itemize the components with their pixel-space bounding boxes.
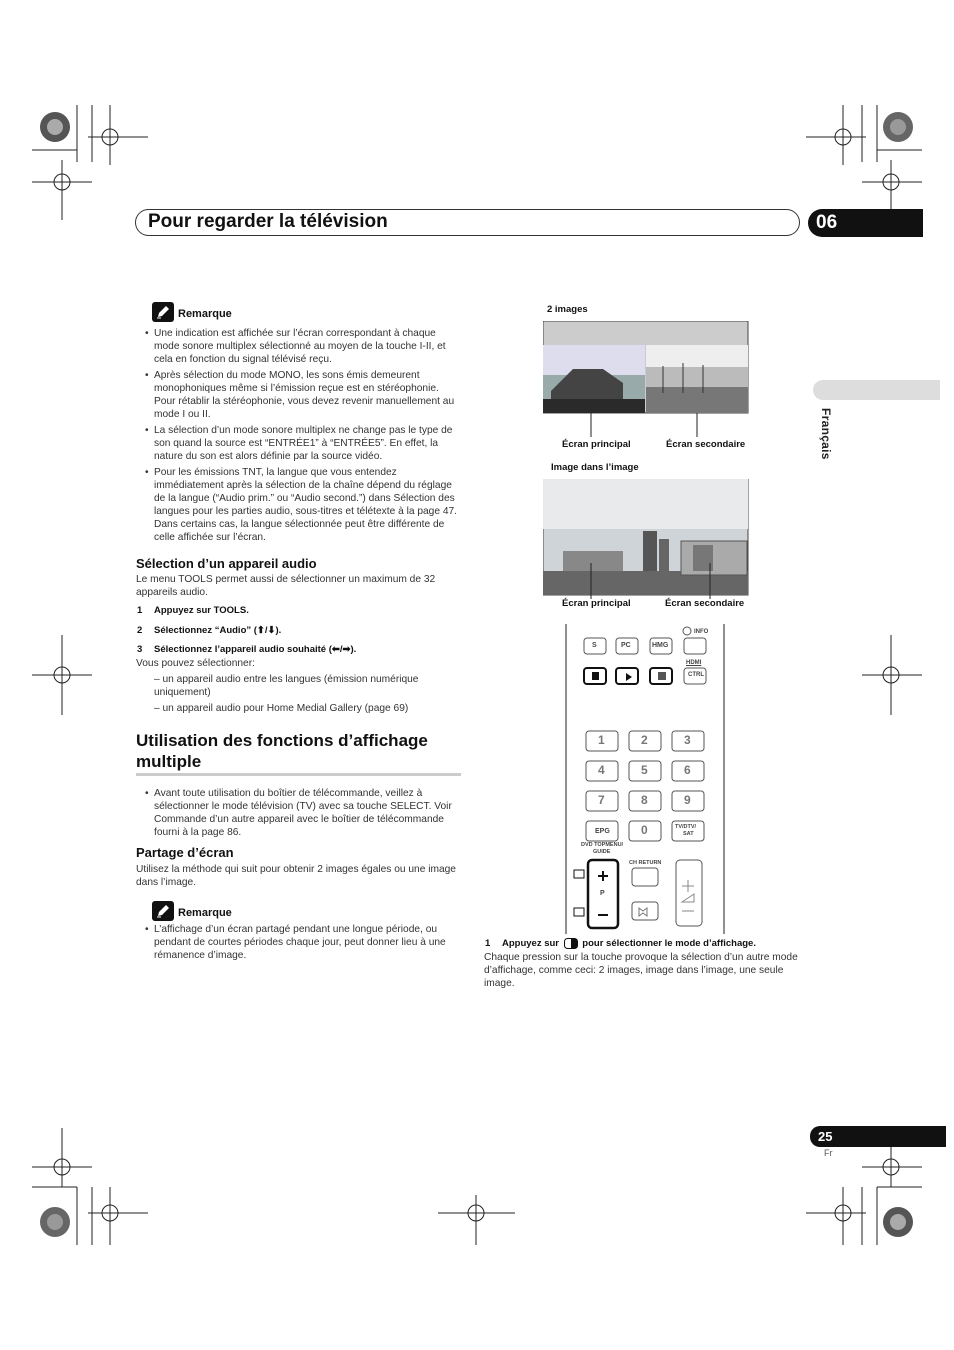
- figure-title: 2 images: [547, 304, 588, 315]
- option-item: – un appareil audio pour Home Medial Gallery (page 69): [154, 703, 409, 714]
- list-item: • Une indication est affichée sur l’écran correspondant à chaque mode sonore multiplex sélectionné au moyen de la touche I-II, et cela en fonction du signal télévisé reçu.: [137, 327, 461, 366]
- remote-tvdtv: TV/DTV/: [675, 824, 697, 830]
- note-pencil-icon: [152, 901, 174, 921]
- list-item: • Après sélection du mode MONO, les sons émis demeurent monophoniques même si l’émission reçue est en stéréophonie. Pour rétablir la stéréophonie, vous devez revenir manuellement au mode I ou II.: [137, 369, 461, 421]
- digit-6: 6: [684, 763, 691, 777]
- digit-2: 2: [641, 733, 648, 747]
- note-list: [137, 923, 461, 965]
- picture-in-picture-figure: [543, 479, 749, 599]
- list-item: • La sélection d’un mode sonore multiplex ne change pas le type de son quand la source est “ENTRÉE1” à “ENTRÉE5”. En effet, la nature du son est alors définie par la source vidéo.: [137, 424, 461, 463]
- note-pencil-icon: [152, 302, 174, 322]
- section-heading: Sélection d’un appareil audio: [136, 556, 317, 571]
- figure-title: Image dans l’image: [551, 462, 639, 473]
- step-right: 1 Appuyez sur pour sélectionner le mode d’affichage.: [485, 938, 756, 950]
- split-screen-button-icon: [564, 938, 578, 949]
- page-language: Fr: [824, 1148, 833, 1158]
- sub-screen-label: Écran secondaire: [666, 439, 746, 450]
- two-images-figure: [543, 321, 749, 451]
- split-heading: Partage d’écran: [136, 845, 234, 860]
- note-label: Remarque: [178, 308, 232, 320]
- language-tab: [813, 380, 940, 400]
- step-right-text: Chaque pression sur la touche provoque la sélection d’un autre mode d’affichage, comme ceci: 2 images, image dans l’image, une seule image.: [484, 952, 798, 989]
- digit-9: 9: [684, 793, 691, 807]
- step-3: 3 Sélectionnez l’appareil audio souhaité (⬅/➡).: [137, 644, 357, 655]
- remote-p-label: P: [600, 890, 605, 897]
- page-number: 25: [810, 1126, 946, 1147]
- remote-hdmi-label: HDMI: [686, 660, 702, 666]
- digit-0: 0: [641, 823, 648, 837]
- list-item: • Avant toute utilisation du boîtier de télécommande, veillez à sélectionner le mode télévision (TV) avec sa touche SELECT. Voir Commande d’un autre appareil avec le boîtier de télécommande fourni à la page 86.: [137, 787, 461, 839]
- list-item: • Pour les émissions TNT, la langue que vous entendez immédiatement après la sélection de la chaîne dépend du réglage de la langue (“Audio prim.” ou “Audio second.”) dans Sélection des langues pour les parties audio, sous-titres et télétexte à la page 47. Dans certains cas, la langue sélectionnée peut être différente de celle affichée sur l’écran.: [137, 466, 461, 544]
- digit-1: 1: [598, 733, 605, 747]
- digit-8: 8: [641, 793, 648, 807]
- main-screen-label: Écran principal: [562, 598, 631, 609]
- main-screen-label: Écran principal: [562, 439, 631, 450]
- digit-4: 4: [598, 763, 605, 777]
- digit-5: 5: [641, 763, 648, 777]
- step-1: 1 Appuyez sur TOOLS.: [137, 605, 249, 616]
- section-intro: Le menu TOOLS permet aussi de sélectionner un maximum de 32 appareils audio.: [136, 574, 436, 598]
- sub-screen-label: Écran secondaire: [665, 598, 745, 609]
- remote-epg: EPG: [595, 828, 610, 835]
- remote-dvd-label: DVD TOPMENU/: [581, 842, 624, 848]
- multi-list: [137, 787, 461, 842]
- digit-7: 7: [598, 793, 605, 807]
- chapter-number: 06: [808, 209, 923, 237]
- digit-3: 3: [684, 733, 691, 747]
- options-label: Vous pouvez sélectionner:: [136, 658, 255, 669]
- note-list: [137, 327, 461, 547]
- remote-labels: [564, 624, 728, 936]
- remote-button-s: S: [592, 642, 597, 649]
- list-item: • L’affichage d’un écran partagé pendant une longue période, ou pendant de courtes périodes chaque jour, peut donner lieu à une rémanence d’image.: [137, 923, 461, 962]
- main-heading: Utilisation des fonctions d’affichage multiple: [136, 731, 428, 771]
- remote-ctrl-label: CTRL: [688, 672, 704, 678]
- remote-info-label: INFO: [694, 629, 709, 635]
- remote-sat: SAT: [683, 831, 694, 837]
- remote-guide-label: GUIDE: [593, 849, 611, 855]
- option-item: – un appareil audio entre les langues (émission numérique uniquement): [154, 674, 419, 698]
- chapter-title: Pour regarder la télévision: [148, 211, 388, 232]
- remote-button-pc: PC: [621, 642, 631, 649]
- step-2: 2 Sélectionnez “Audio” (⬆/⬇).: [137, 625, 282, 636]
- remote-ch-return: CH RETURN: [629, 860, 662, 866]
- heading-rule: [136, 773, 461, 776]
- note-label: Remarque: [178, 907, 232, 919]
- language-label: Français: [819, 408, 833, 460]
- split-text: Utilisez la méthode qui suit pour obtenir 2 images égales ou une image dans l’image.: [136, 864, 456, 888]
- remote-button-hmg: HMG: [652, 642, 669, 649]
